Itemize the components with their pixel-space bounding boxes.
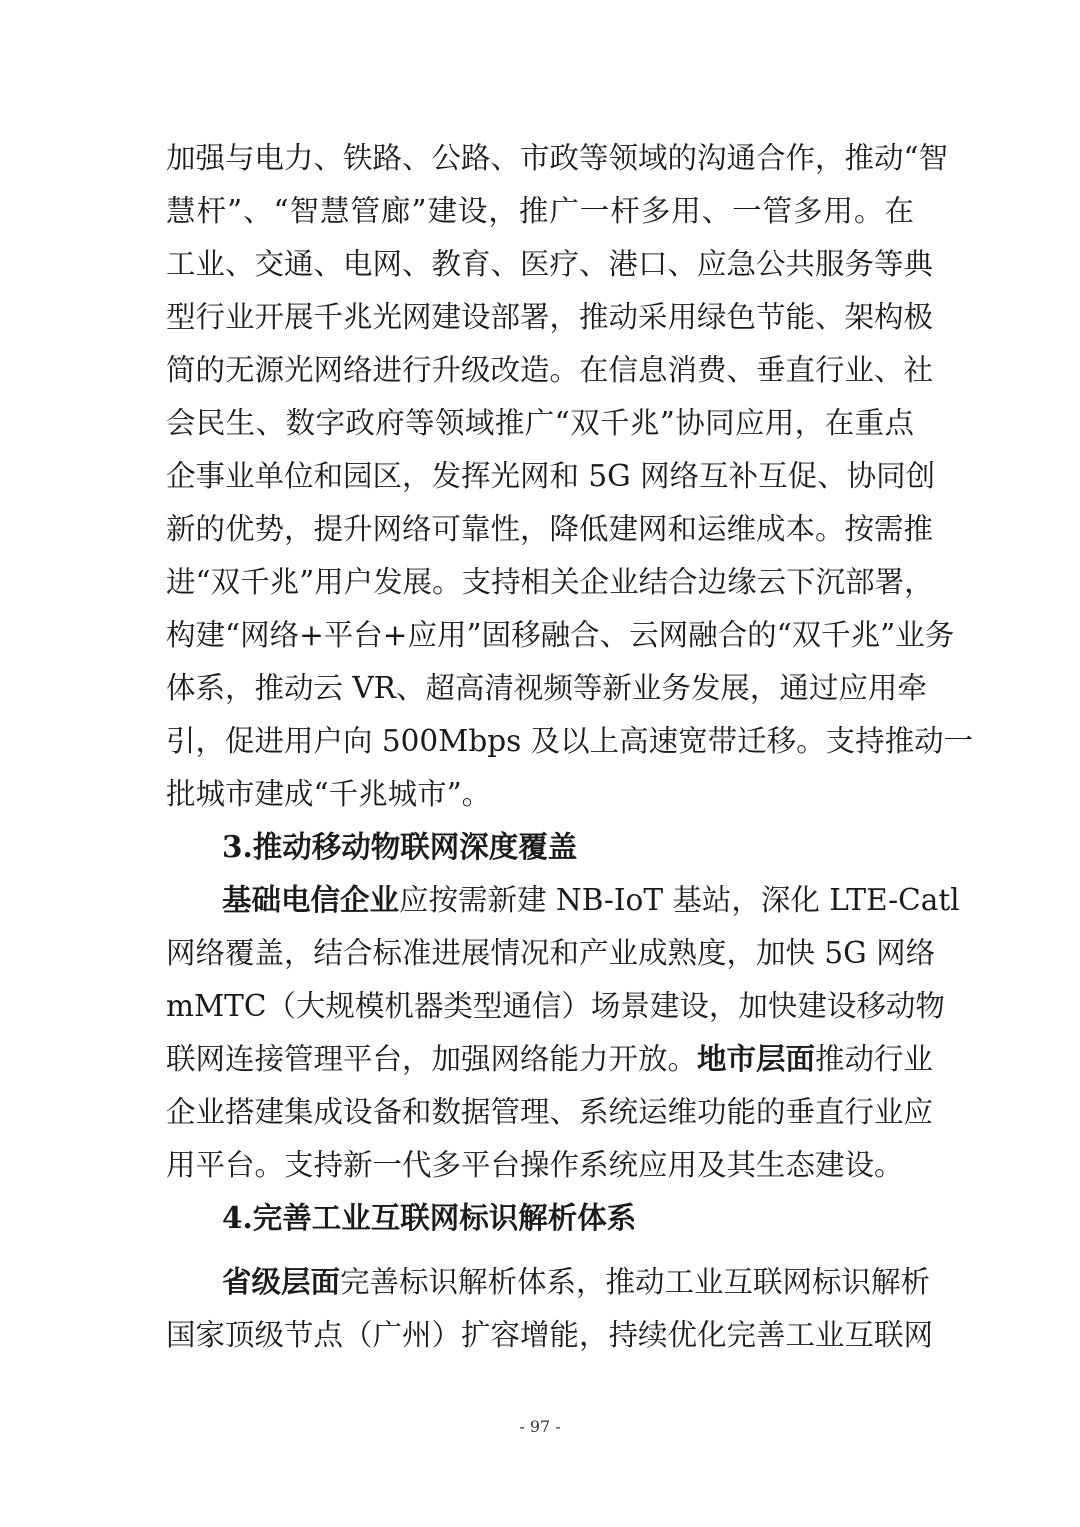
text-line: mMTC（大规模机器类型通信）场景建设，加快建设移动物: [166, 989, 945, 1023]
section-heading-4: 4.完善工业互联网标识解析体系: [222, 1200, 637, 1235]
bold-lead-text: 省级层面: [222, 1264, 341, 1299]
text-line: 企业搭建集成设备和数据管理、系统运维功能的垂直行业应: [166, 1095, 934, 1129]
text-line: 新的优势，提升网络可靠性，降低建网和运维成本。按需推: [166, 512, 934, 546]
text-span: 联网连接管理平台，加强网络能力开放。: [166, 1042, 698, 1076]
text-line: 简的无源光网络进行升级改造。在信息消费、垂直行业、社: [166, 353, 934, 387]
text-line: 会民生、数字政府等领域推广“双千兆”协同应用，在重点: [166, 406, 914, 440]
text-line: 国家顶级节点（广州）扩容增能，持续优化完善工业互联网: [166, 1318, 934, 1352]
text-line: 工业、交通、电网、教育、医疗、港口、应急公共服务等典: [166, 247, 934, 281]
text-line: 批城市建成“千兆城市”。: [166, 777, 492, 811]
text-line: 网络覆盖，结合标准进展情况和产业成熟度，加快 5G 网络: [166, 936, 936, 970]
text-line: 企事业单位和园区，发挥光网和 5G 网络互补互促、协同创: [166, 459, 936, 493]
text-line: 体系，推动云 VR、超高清视频等新业务发展，通过应用牵: [166, 671, 927, 705]
text-line: 构建“网络+平台+应用”固移融合、云网融合的“双千兆”业务: [166, 618, 955, 652]
text-line: [222, 1264, 931, 1300]
bold-lead-text: 基础电信企业: [222, 882, 400, 917]
text-line: 进“双千兆”用户发展。支持相关企业结合边缘云下沉部署，: [166, 565, 934, 599]
bold-inline-text: 地市层面: [697, 1041, 816, 1076]
text-line: 慧杆”、“智慧管廊”建设，推广一杆多用、一管多用。在: [166, 194, 914, 228]
text-span: 推动行业: [815, 1042, 934, 1076]
text-span: 完善标识解析体系，推动工业互联网标识解析: [340, 1265, 931, 1299]
text-line: [222, 882, 960, 918]
text-line: 加强与电力、铁路、公路、市政等领域的沟通合作，推动“智: [166, 141, 949, 175]
section-heading-3: 3.推动移动物联网深度覆盖: [222, 829, 578, 864]
text-span: 应按需新建 NB-IoT 基站，深化 LTE-Catl: [399, 883, 960, 917]
text-line: 用平台。支持新一代多平台操作系统应用及其生态建设。: [166, 1148, 904, 1182]
text-line: [166, 1041, 934, 1077]
text-line: 引，促进用户向 500Mbps 及以上高速宽带迁移。支持推动一: [166, 724, 974, 758]
page-number: - 97 -: [519, 1417, 561, 1436]
text-line: 型行业开展千兆光网建设部署，推动采用绿色节能、架构极: [166, 300, 934, 334]
